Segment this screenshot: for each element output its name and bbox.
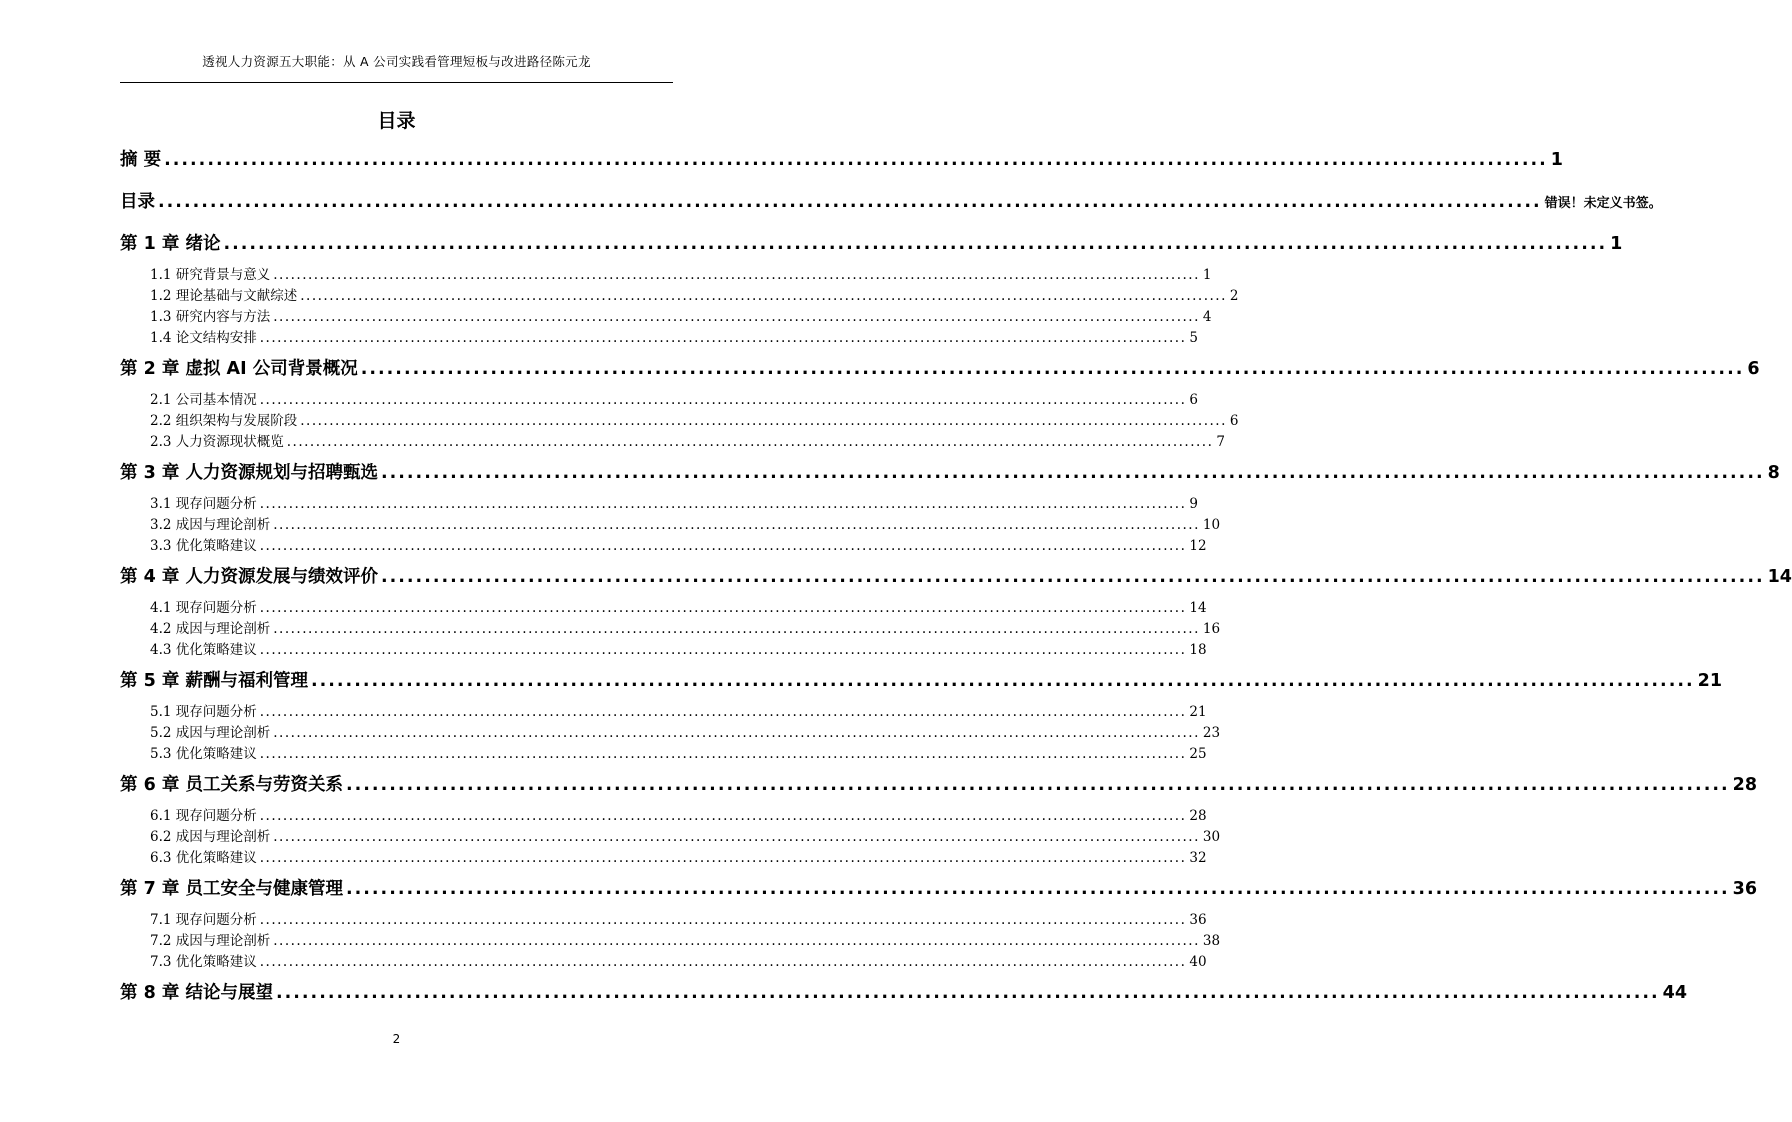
toc-entry-page: 8	[1767, 463, 1780, 483]
toc-chapter-entry[interactable]	[120, 875, 1757, 900]
toc-entry-page: 30	[1202, 829, 1221, 845]
toc-entry-page: 9	[1189, 496, 1198, 512]
toc-entry-page: 1	[1550, 150, 1563, 170]
toc-entry-page: 28	[1189, 808, 1207, 824]
toc-entry-page: 4	[1202, 309, 1212, 325]
toc-dot-leader: ................................................................................................................................................................	[286, 434, 1214, 450]
toc-entry-page: 7	[1216, 434, 1225, 450]
toc-entry-page: 38	[1202, 933, 1221, 949]
toc-section-entry[interactable]	[120, 388, 1198, 408]
toc-entry-label: 5.2 成因与理论剖析	[150, 725, 271, 741]
toc-entry-page: 12	[1189, 538, 1207, 554]
toc-section-entry[interactable]	[120, 721, 1221, 741]
toc-dot-leader: ................................................................................................................................................................	[259, 600, 1187, 616]
toc-chapter-entry[interactable]	[120, 979, 1687, 1004]
toc-section-entry[interactable]	[120, 804, 1207, 824]
toc-title: 目录	[377, 110, 416, 132]
toc-entry-label: 4.1 现存问题分析	[150, 600, 257, 616]
toc-dot-leader: ................................................................................................................................................................	[273, 517, 1200, 533]
toc-entry-page: 25	[1189, 746, 1207, 762]
toc-entry-label: 第 8 章 结论与展望	[120, 983, 273, 1003]
toc-entry-page: 6	[1229, 413, 1239, 429]
toc-entry-label: 第 1 章 绪论	[120, 234, 221, 254]
toc-chapter-entry[interactable]	[120, 355, 1760, 380]
toc-entry-page: 1	[1610, 234, 1623, 254]
toc-entry-page: 错误！未定义书签。	[1544, 196, 1662, 211]
toc-dot-leader: ................................................................................................................................................................	[273, 267, 1200, 283]
toc-section-entry[interactable]	[120, 929, 1221, 949]
toc-entry-label: 5.1 现存问题分析	[150, 704, 257, 720]
toc-section-entry[interactable]	[120, 326, 1198, 346]
toc-entry-label: 7.1 现存问题分析	[150, 912, 257, 928]
toc-entry-page: 1	[1202, 267, 1212, 283]
toc-dot-leader: ................................................................................................................................................................	[158, 192, 1542, 212]
running-header: 透视人力资源五大职能：从 A 公司实践看管理短板与改进路径陈元龙	[202, 54, 591, 69]
toc-section-entry[interactable]	[120, 950, 1207, 970]
toc-dot-leader: ................................................................................................................................................................	[310, 671, 1695, 691]
toc-dot-leader: ................................................................................................................................................................	[345, 879, 1730, 899]
toc-section-entry[interactable]	[120, 409, 1239, 429]
toc-section-entry[interactable]	[120, 492, 1198, 512]
toc-entry-page: 14	[1189, 600, 1207, 616]
toc-section-entry[interactable]	[120, 596, 1207, 616]
toc-entry-label: 6.3 优化策略建议	[150, 850, 257, 866]
toc-entry-page: 36	[1189, 912, 1207, 928]
toc-entry-label: 4.3 优化策略建议	[150, 642, 257, 658]
toc-entry-label: 第 4 章 人力资源发展与绩效评价	[120, 567, 378, 587]
toc-dot-leader: ................................................................................................................................................................	[259, 538, 1187, 554]
toc-entry-label: 2.2 组织架构与发展阶段	[150, 413, 298, 429]
toc-section-entry[interactable]	[120, 638, 1207, 658]
toc-dot-leader: ................................................................................................................................................................	[273, 309, 1200, 325]
toc-chapter-entry[interactable]	[120, 667, 1722, 692]
header-divider	[120, 82, 673, 83]
toc-dot-leader: ................................................................................................................................................................	[345, 775, 1730, 795]
toc-entry-page: 16	[1202, 621, 1221, 637]
toc-dot-leader: ................................................................................................................................................................	[259, 954, 1187, 970]
toc-dot-leader: ................................................................................................................................................................	[259, 912, 1187, 928]
toc-entry-page: 6	[1747, 359, 1760, 379]
toc-entry-label: 1.4 论文结构安排	[150, 330, 257, 346]
toc-dot-leader: ................................................................................................................................................................	[273, 933, 1200, 949]
toc-entry-label: 6.2 成因与理论剖析	[150, 829, 271, 845]
toc-dot-leader: ................................................................................................................................................................	[223, 234, 1608, 254]
toc-entry-label: 3.1 现存问题分析	[150, 496, 257, 512]
toc-dot-leader: ................................................................................................................................................................	[273, 621, 1200, 637]
toc-entry-label: 3.3 优化策略建议	[150, 538, 257, 554]
toc-section-entry[interactable]	[120, 534, 1207, 554]
toc-entry-page: 14	[1767, 567, 1792, 587]
toc-dot-leader: ................................................................................................................................................................	[273, 829, 1200, 845]
toc-entry-label: 7.3 优化策略建议	[150, 954, 257, 970]
toc-dot-leader: ................................................................................................................................................................	[360, 359, 1745, 379]
toc-dot-leader: ................................................................................................................................................................	[259, 642, 1187, 658]
toc-entry-label: 目录	[120, 192, 155, 212]
toc-dot-leader: ................................................................................................................................................................	[380, 463, 1765, 483]
toc-entry-label: 3.2 成因与理论剖析	[150, 517, 271, 533]
toc-section-entry[interactable]	[120, 908, 1207, 928]
toc-chapter-entry[interactable]	[120, 188, 1662, 213]
toc-entry-label: 7.2 成因与理论剖析	[150, 933, 271, 949]
toc-dot-leader: ................................................................................................................................................................	[259, 850, 1187, 866]
toc-section-entry[interactable]	[120, 742, 1207, 762]
toc-entry-page: 40	[1189, 954, 1207, 970]
toc-entry-label: 摘 要	[120, 150, 162, 170]
toc-dot-leader: ................................................................................................................................................................	[164, 150, 1548, 170]
toc-entry-page: 18	[1189, 642, 1207, 658]
toc-entry-label: 第 5 章 薪酬与福利管理	[120, 671, 308, 691]
toc-entry-page: 10	[1202, 517, 1221, 533]
toc-entry-label: 2.1 公司基本情况	[150, 392, 257, 408]
toc-section-entry[interactable]	[120, 284, 1239, 304]
toc-entry-page: 44	[1662, 983, 1687, 1003]
toc-dot-leader: ................................................................................................................................................................	[259, 330, 1187, 346]
toc-entry-label: 4.2 成因与理论剖析	[150, 621, 271, 637]
toc-entry-label: 第 6 章 员工关系与劳资关系	[120, 775, 343, 795]
toc-entry-label: 5.3 优化策略建议	[150, 746, 257, 762]
toc-dot-leader: ................................................................................................................................................................	[259, 496, 1187, 512]
toc-entry-label: 6.1 现存问题分析	[150, 808, 257, 824]
toc-entry-label: 第 2 章 虚拟 AI 公司背景概况	[120, 359, 358, 379]
toc-dot-leader: ................................................................................................................................................................	[300, 288, 1227, 304]
toc-dot-leader: ................................................................................................................................................................	[273, 725, 1200, 741]
toc-chapter-entry[interactable]	[120, 563, 1792, 588]
toc-entry-label: 2.3 人力资源现状概览	[150, 434, 284, 450]
toc-entry-page: 28	[1732, 775, 1757, 795]
toc-dot-leader: ................................................................................................................................................................	[259, 746, 1187, 762]
page-number: 2	[392, 1032, 401, 1046]
toc-entry-page: 6	[1189, 392, 1198, 408]
toc-dot-leader: ................................................................................................................................................................	[259, 392, 1187, 408]
toc-entry-page: 21	[1189, 704, 1207, 720]
toc-dot-leader: ................................................................................................................................................................	[380, 567, 1765, 587]
toc-entry-page: 21	[1697, 671, 1722, 691]
toc-section-entry[interactable]	[120, 700, 1207, 720]
toc-dot-leader: ................................................................................................................................................................	[275, 983, 1660, 1003]
toc-entry-label: 1.1 研究背景与意义	[150, 267, 271, 283]
toc-entry-label: 1.2 理论基础与文献综述	[150, 288, 298, 304]
toc-entry-label: 1.3 研究内容与方法	[150, 309, 271, 325]
toc-section-entry[interactable]	[120, 263, 1212, 283]
toc-dot-leader: ................................................................................................................................................................	[259, 704, 1187, 720]
toc-chapter-entry[interactable]	[120, 230, 1623, 255]
toc-dot-leader: ................................................................................................................................................................	[259, 808, 1187, 824]
toc-section-entry[interactable]	[120, 846, 1207, 866]
toc-dot-leader: ................................................................................................................................................................	[300, 413, 1227, 429]
toc-chapter-entry[interactable]	[120, 146, 1563, 171]
toc-entry-label: 第 7 章 员工安全与健康管理	[120, 879, 343, 899]
toc-entry-page: 36	[1732, 879, 1757, 899]
toc-entry-page: 2	[1229, 288, 1239, 304]
toc-section-entry[interactable]	[120, 617, 1221, 637]
toc-chapter-entry[interactable]	[120, 459, 1780, 484]
toc-section-entry[interactable]	[120, 430, 1225, 450]
toc-entry-label: 第 3 章 人力资源规划与招聘甄选	[120, 463, 378, 483]
toc-entry-page: 5	[1189, 330, 1198, 346]
toc-section-entry[interactable]	[120, 825, 1221, 845]
toc-section-entry[interactable]	[120, 305, 1212, 325]
toc-chapter-entry[interactable]	[120, 771, 1757, 796]
toc-section-entry[interactable]	[120, 513, 1221, 533]
toc-entry-page: 32	[1189, 850, 1207, 866]
toc-entry-page: 23	[1202, 725, 1221, 741]
